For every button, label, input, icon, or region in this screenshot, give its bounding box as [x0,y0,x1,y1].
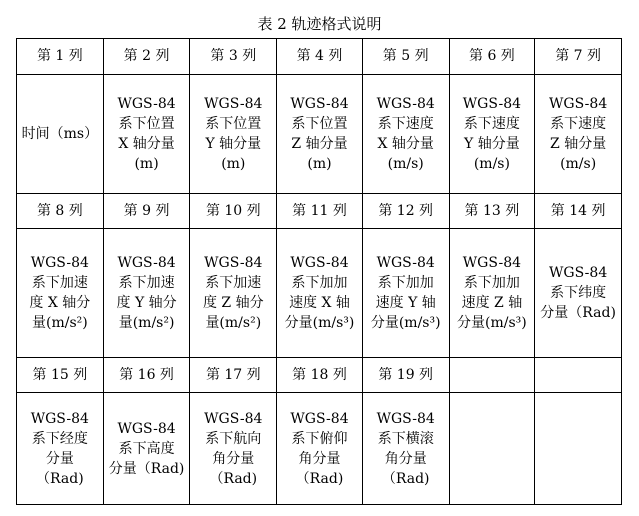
description-cell: WGS-84 系下速度 Z 轴分量 (m/s) [535,74,622,193]
table-caption: 表 2 轨迹格式说明 [257,15,382,33]
description-cell: WGS-84 系下加加 速度 X 轴 分量(m/s³) [277,229,363,357]
column-header: 第 7 列 [535,39,622,75]
column-header: 第 15 列 [17,357,104,393]
description-cell: WGS-84 系下横滚 角分量 （Rad) [362,393,449,505]
column-header: 第 11 列 [277,193,363,229]
header-row-2 [17,193,622,229]
description-cell: WGS-84 系下位置 Y 轴分量 (m) [190,74,277,193]
description-cell: WGS-84 系下位置 X 轴分量 (m) [103,74,190,193]
column-header: 第 2 列 [103,39,190,75]
column-header: 第 18 列 [277,357,363,393]
description-cell: WGS-84 系下纬度 分量（Rad) [535,229,622,357]
header-row-1 [17,39,622,75]
description-cell: WGS-84 系下经度 分量 （Rad) [17,393,104,505]
description-cell: WGS-84 系下加加 速度 Z 轴 分量(m/s³) [449,229,535,357]
column-header: 第 17 列 [190,357,277,393]
column-header: 第 6 列 [449,39,535,75]
column-header: 第 9 列 [103,193,190,229]
empty-cell [449,393,535,505]
description-cell: 时间（ms） [17,74,104,193]
description-cell: WGS-84 系下速度 X 轴分量 (m/s) [362,74,449,193]
empty-cell [535,393,622,505]
description-cell: WGS-84 系下俯仰 角分量 （Rad) [277,393,363,505]
column-header: 第 5 列 [362,39,449,75]
description-cell: WGS-84 系下位置 Z 轴分量 (m) [277,74,363,193]
column-header: 第 14 列 [535,193,622,229]
description-cell: WGS-84 系下高度 分量（Rad) [103,393,190,505]
column-header: 第 10 列 [190,193,277,229]
description-row-2 [17,229,622,357]
empty-cell [449,357,535,393]
header-row-3 [17,357,622,393]
column-header: 第 13 列 [449,193,535,229]
empty-cell [535,357,622,393]
description-row-1 [17,74,622,193]
description-cell: WGS-84 系下加加 速度 Y 轴 分量(m/s³) [362,229,449,357]
trajectory-format-table [16,38,622,505]
column-header: 第 16 列 [103,357,190,393]
column-header: 第 12 列 [362,193,449,229]
column-header: 第 3 列 [190,39,277,75]
column-header: 第 4 列 [277,39,363,75]
description-cell: WGS-84 系下加速 度 X 轴分 量(m/s²) [17,229,104,357]
description-cell: WGS-84 系下航向 角分量 （Rad) [190,393,277,505]
description-cell: WGS-84 系下速度 Y 轴分量 (m/s) [449,74,535,193]
column-header: 第 19 列 [362,357,449,393]
column-header: 第 8 列 [17,193,104,229]
description-cell: WGS-84 系下加速 度 Z 轴分 量(m/s²) [190,229,277,357]
description-row-3 [17,393,622,505]
description-cell: WGS-84 系下加速 度 Y 轴分 量(m/s²) [103,229,190,357]
column-header: 第 1 列 [17,39,104,75]
